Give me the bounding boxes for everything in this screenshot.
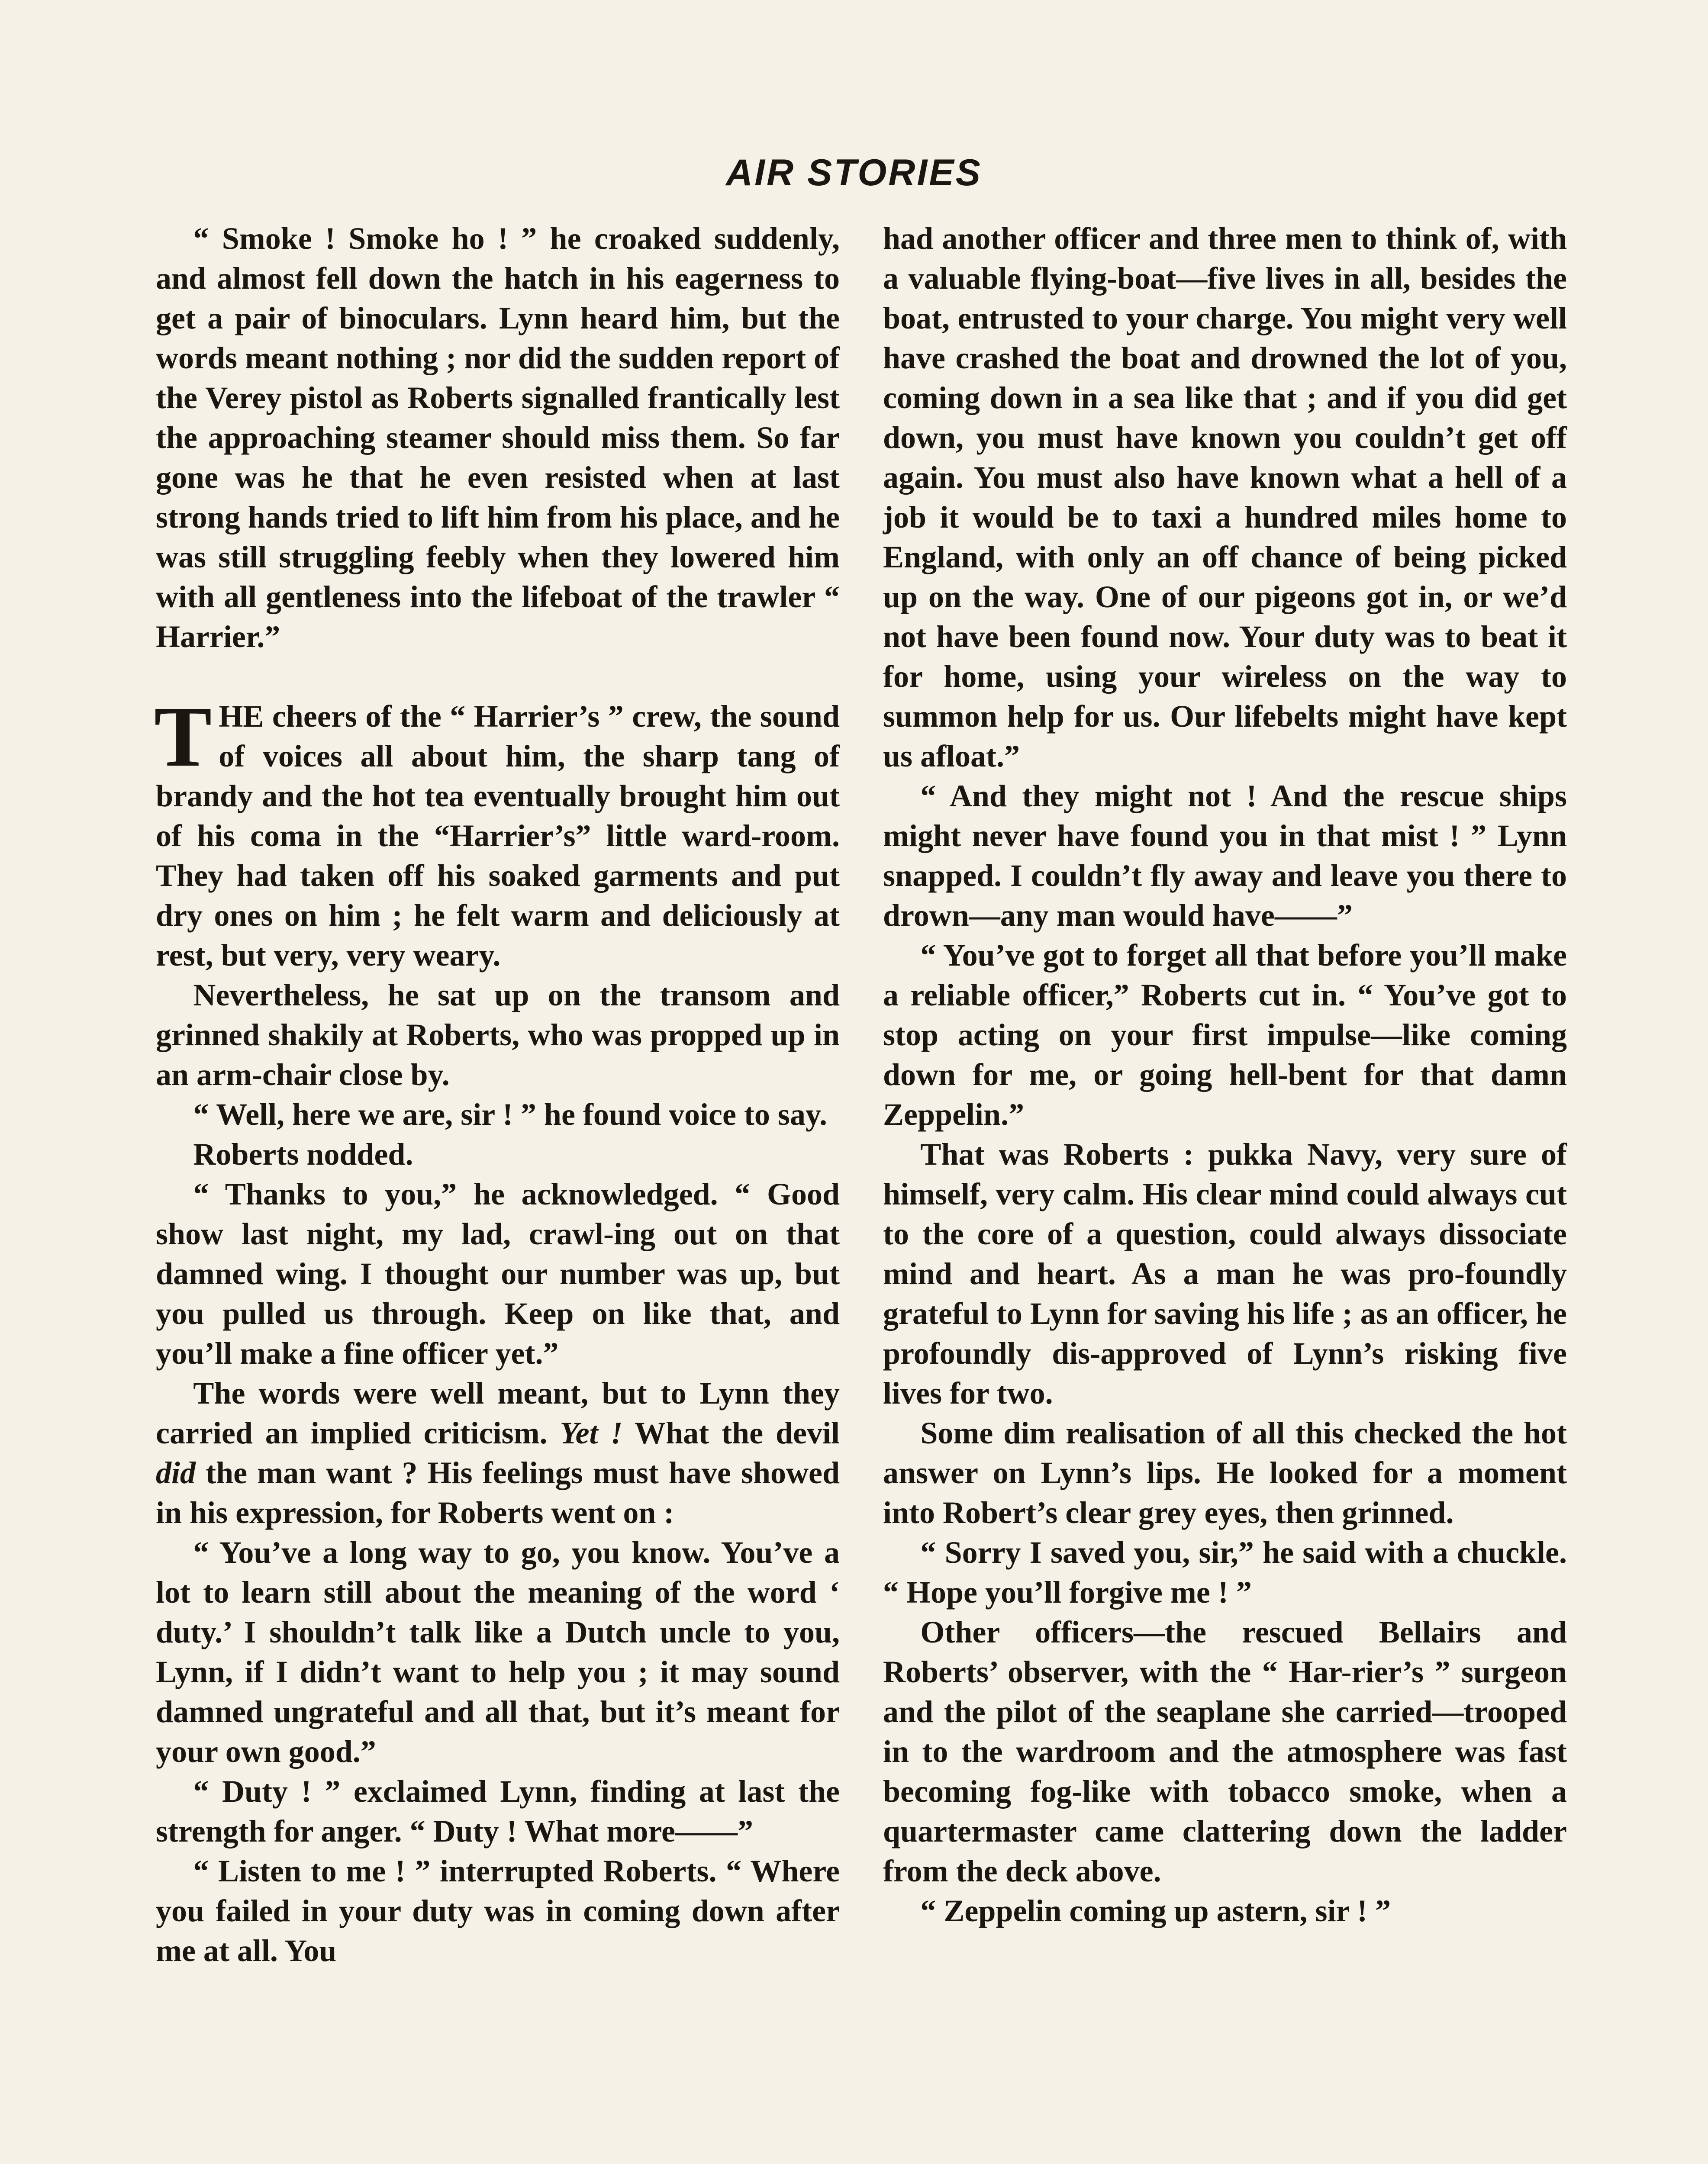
text-run: The words were well meant, but to Lynn they carried an implied criticism. <box>156 1376 840 1450</box>
running-header: AIR STORIES <box>726 152 982 193</box>
italic-text: Yet ! <box>560 1416 623 1450</box>
paragraph: Nevertheless, he sat up on the transom and grinned shakily at Roberts, who was propped up in an arm-chair close by. <box>156 978 840 1092</box>
paragraph: Other officers—the rescued Bellairs and Roberts’ observer, with the “ Har-rier’s ” surgeon and the pilot of the seaplane she carried—trooped in to the wardroom and the atmosphere was fast becoming fog-like with tobacco smoke, when a quartermaster came clattering down the ladder from the deck above. <box>883 1615 1567 1888</box>
paragraph: “ Listen to me ! ” interrupted Roberts. “ Where you failed in your duty was in coming down after me at all. You <box>156 1854 840 1968</box>
text-run: What the devil <box>635 1416 840 1450</box>
paragraph: That was Roberts : pukka Navy, very sure of himself, very calm. His clear mind could always cut to the core of a question, could always dissociate mind and heart. As a man he was pro-foundly grateful to Lynn for saving his life ; as an officer, he profoundly dis-approved of Lynn’s risking five lives for two. <box>883 1137 1567 1410</box>
paragraph: Roberts nodded. <box>193 1137 413 1172</box>
paragraph: “ Sorry I saved you, sir,” he said with a chuckle. “ Hope you’ll forgive me ! ” <box>883 1535 1567 1610</box>
drop-cap: T <box>154 689 212 785</box>
section-start-paragraph <box>154 689 840 975</box>
paragraph: “ You’ve a long way to go, you know. You’ve a lot to learn still about the meaning of the word ‘ duty.’ I shouldn’t talk like a Dutch uncle to you, Lynn, if I didn’t want to help you ; it may sound damned ungrateful and all that, but it’s meant for your own good.” <box>156 1535 840 1769</box>
paragraph: “ Well, here we are, sir ! ” he found voice to say. <box>193 1097 827 1132</box>
paragraph: “ You’ve got to forget all that before you’ll make a reliable officer,” Roberts cut in. “ You’ve got to stop acting on your first impulse—like coming down for me, or going hell-bent for that damn Zeppelin.” <box>883 938 1567 1132</box>
left-column <box>156 219 840 1971</box>
paragraph: “ Thanks to you,” he acknowledged. “ Good show last night, my lad, crawl-ing out on that damned wing. I thought our number was up, but you pulled us through. Keep on like that, and you’ll make a fine officer yet.” <box>156 1177 840 1371</box>
paragraph: “ And they might not ! And the rescue ships might never have found you in that mist ! ” Lynn snapped. I couldn’t fly away and leave you there to drown—any man would have——” <box>883 779 1567 933</box>
paragraph: “ Smoke ! Smoke ho ! ” he croaked suddenly, and almost fell down the hatch in his eagerness to get a pair of binoculars. Lynn heard him, but the words meant nothing ; nor did the sudden report of the Verey pistol as Roberts signalled frantically lest the approaching steamer should miss them. So far gone was he that he even resisted when at last strong hands tried to lift him from his place, and he was still struggling feebly when they lowered him with all gentleness into the lifeboat of the trawler “ Harrier.” <box>156 221 840 654</box>
text-run: the man want ? His feelings must have showed in his expression, for Roberts went on : <box>156 1456 840 1530</box>
right-column <box>883 219 1567 1931</box>
paragraph: “ Zeppelin coming up astern, sir ! ” <box>920 1894 1391 1928</box>
paragraph-text: HE cheers of the “ Harrier’s ” crew, the sound of voices all about him, the sharp tang of brandy and the hot tea eventually brought him out of his coma in the “Harrier’s” little ward-room. They had taken off his soaked garments and put dry ones on him ; he felt warm and deliciously at rest, but very, very weary. <box>156 699 840 973</box>
paragraph <box>156 1373 840 1533</box>
paragraph: had another officer and three men to think of, with a valuable flying-boat—five lives in all, besides the boat, entrusted to your charge. You might very well have crashed the boat and drowned the lot of you, coming down in a sea like that ; and if you did get down, you must have known you couldn’t get off again. You must also have known what a hell of a job it would be to taxi a hundred miles home to England, with only an off chance of being picked up on the way. One of our pigeons got in, or we’d not have been found now. Your duty was to beat it for home, using your wireless on the way to summon help for us. Our lifebelts might have kept us afloat.” <box>883 221 1567 773</box>
italic-text: did <box>156 1456 196 1490</box>
paragraph: “ Duty ! ” exclaimed Lynn, finding at last the strength for anger. “ Duty ! What more——” <box>156 1774 840 1848</box>
paragraph: Some dim realisation of all this checked the hot answer on Lynn’s lips. He looked for a moment into Robert’s clear grey eyes, then grinned. <box>883 1416 1567 1530</box>
